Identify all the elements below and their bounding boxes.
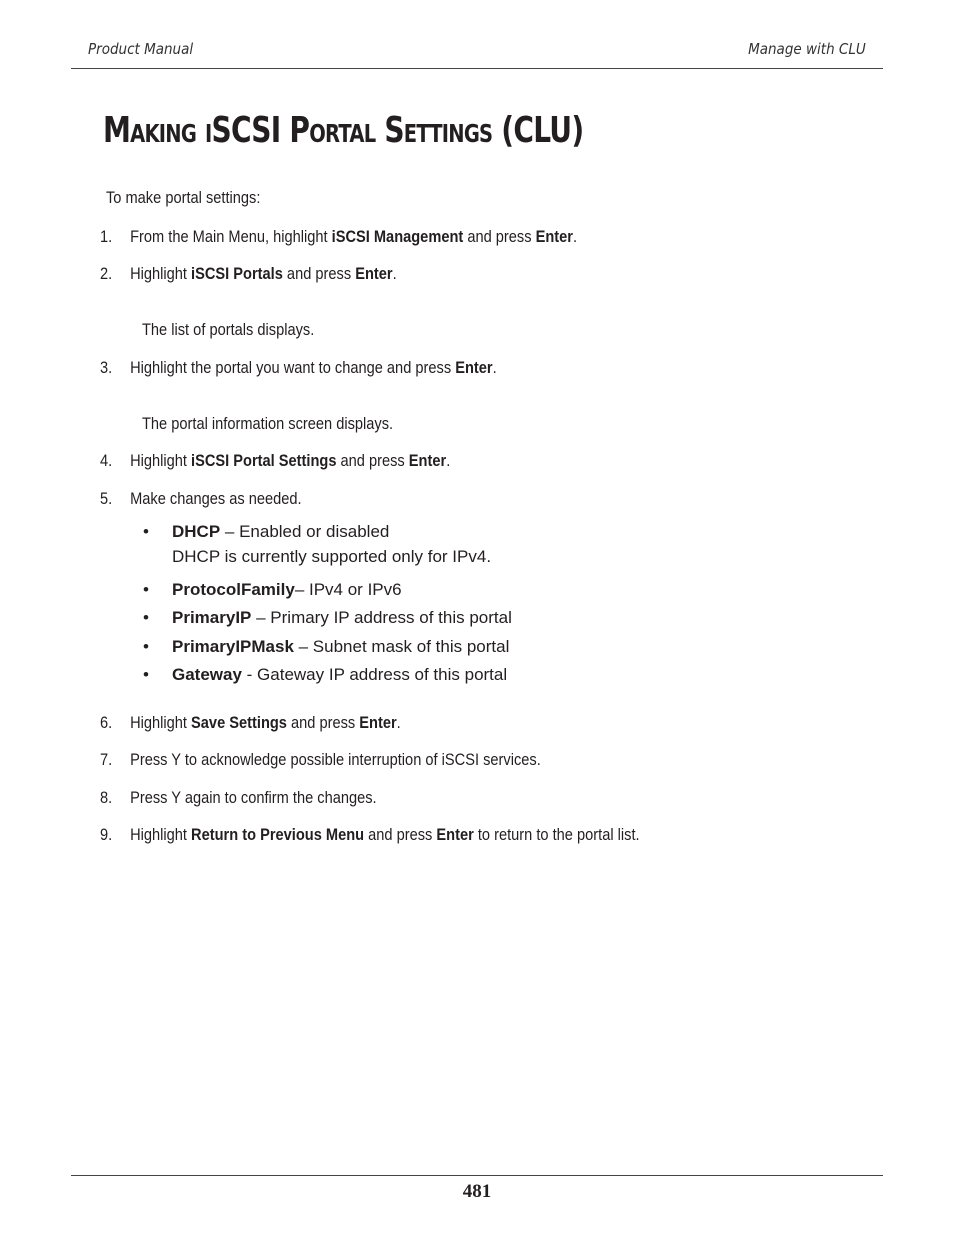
step-9 bbox=[100, 825, 640, 845]
bullet-desc: – Subnet mask of this portal bbox=[293, 637, 510, 656]
step-number: 6. bbox=[100, 713, 113, 732]
bullet-dot: • bbox=[143, 580, 149, 599]
step-bold: Enter bbox=[359, 713, 397, 732]
step-8 bbox=[100, 788, 377, 808]
running-header-right: Manage with CLU bbox=[748, 40, 866, 58]
step-bold: iSCSI Portal Settings bbox=[191, 451, 337, 470]
footer-rule bbox=[71, 1175, 883, 1176]
bullet-dot: • bbox=[143, 608, 149, 627]
running-header-left: Product Manual bbox=[88, 40, 194, 58]
step-bold: Return to Previous Menu bbox=[191, 825, 365, 844]
step-2 bbox=[100, 264, 397, 284]
bullet-dot: • bbox=[143, 522, 149, 541]
step-text: and press bbox=[282, 264, 356, 283]
step-bold: Enter bbox=[535, 227, 573, 246]
step-3 bbox=[100, 358, 497, 378]
step-text: . bbox=[572, 227, 578, 246]
bullet-term: DHCP bbox=[172, 522, 221, 541]
step-7 bbox=[100, 750, 541, 770]
header-rule bbox=[71, 68, 883, 69]
step-number: 4. bbox=[100, 451, 113, 470]
intro-text: To make portal settings: bbox=[106, 188, 261, 207]
step-text: . bbox=[492, 358, 497, 377]
bullet-desc: – Enabled or disabled bbox=[220, 522, 390, 541]
step-number: 7. bbox=[100, 750, 113, 769]
step-number: 1. bbox=[100, 227, 113, 246]
bullet-dot: • bbox=[143, 637, 149, 656]
step-bold: Save Settings bbox=[191, 713, 287, 732]
step-number: 5. bbox=[100, 489, 113, 508]
step-bold: Enter bbox=[455, 358, 493, 377]
step-number: 9. bbox=[100, 825, 113, 844]
step-text: From the Main Menu, highlight bbox=[130, 227, 332, 246]
step-text: Press Y again to confirm the changes. bbox=[130, 788, 377, 807]
step-number: 3. bbox=[100, 358, 113, 377]
step-text: . bbox=[396, 713, 401, 732]
step-text: and press bbox=[463, 227, 536, 246]
bullet-primary-ip-mask bbox=[143, 637, 509, 657]
step-text: . bbox=[392, 264, 397, 283]
step-text: and press bbox=[286, 713, 360, 732]
step-2-note: The list of portals displays. bbox=[142, 320, 315, 339]
step-text: to return to the portal list. bbox=[473, 825, 640, 844]
step-text: Highlight bbox=[130, 825, 192, 844]
step-text: and press bbox=[336, 451, 409, 470]
step-text: and press bbox=[364, 825, 437, 844]
step-bold: iSCSI Management bbox=[331, 227, 464, 246]
bullet-desc: – Primary IP address of this portal bbox=[251, 608, 512, 627]
step-number: 2. bbox=[100, 264, 113, 283]
step-text: Highlight bbox=[130, 264, 192, 283]
step-text: Highlight bbox=[130, 451, 192, 470]
step-bold: iSCSI Portals bbox=[191, 264, 283, 283]
bullet-desc: – IPv4 or IPv6 bbox=[294, 580, 402, 599]
bullet-term: PrimaryIP bbox=[172, 608, 252, 627]
step-number: 8. bbox=[100, 788, 113, 807]
bullet-dhcp-note: DHCP is currently supported only for IPv4. bbox=[172, 547, 492, 566]
step-3-note: The portal information screen displays. bbox=[142, 414, 394, 433]
page-title: Making iSCSI Portal Settings (CLU) bbox=[103, 110, 584, 151]
step-1 bbox=[100, 227, 577, 247]
step-text: Make changes as needed. bbox=[130, 489, 302, 508]
step-bold: Enter bbox=[355, 264, 393, 283]
page-number: 481 bbox=[462, 1181, 492, 1202]
bullet-dot: • bbox=[143, 665, 149, 684]
step-text: Highlight the portal you want to change and press bbox=[130, 358, 456, 377]
step-bold: Enter bbox=[408, 451, 447, 470]
bullet-protocol-family bbox=[143, 580, 402, 600]
step-bold: Enter bbox=[436, 825, 474, 844]
bullet-desc: - Gateway IP address of this portal bbox=[241, 665, 508, 684]
bullet-primary-ip bbox=[143, 608, 512, 628]
step-6 bbox=[100, 713, 401, 733]
bullet-gateway bbox=[143, 665, 507, 685]
bullet-term: PrimaryIPMask bbox=[172, 637, 294, 656]
step-text: . bbox=[446, 451, 451, 470]
step-4 bbox=[100, 451, 450, 471]
bullet-term: Gateway bbox=[172, 665, 242, 684]
step-text: Press Y to acknowledge possible interruption of iSCSI services. bbox=[130, 750, 541, 769]
step-text: Highlight bbox=[130, 713, 192, 732]
bullet-term: ProtocolFamily bbox=[172, 580, 295, 599]
step-5 bbox=[100, 489, 302, 509]
bullet-dhcp bbox=[143, 522, 389, 542]
